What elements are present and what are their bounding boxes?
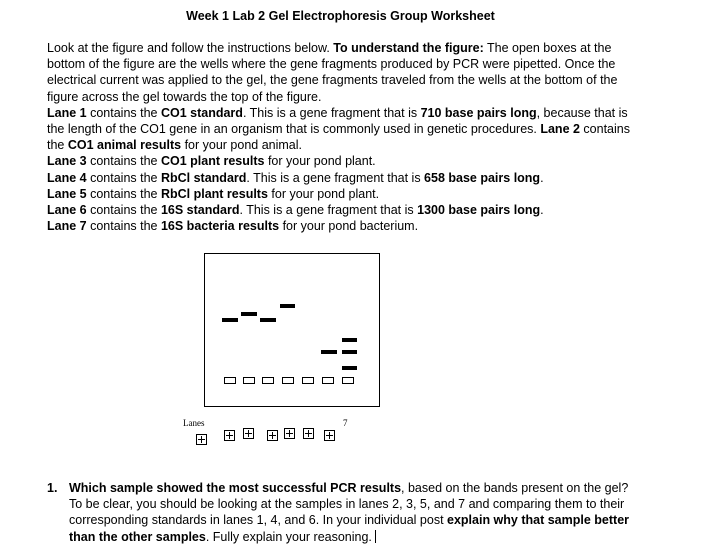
- worksheet-title: Week 1 Lab 2 Gel Electrophoresis Group Worksheet: [186, 9, 495, 23]
- gel-band: [222, 318, 238, 322]
- plus-box-icon: [196, 434, 207, 445]
- gel-band: [280, 304, 295, 308]
- question-number: 1.: [47, 481, 58, 495]
- lane-1-description: Lane 1 contains the CO1 standard. This is a gene fragment that is 710 base pairs long, because that is the length of the CO1 gene in an organism that is commonly used in genetic procedures. Lane 2 contains the CO1 animal results for your pond animal.: [47, 105, 630, 153]
- plus-box-icon: [224, 430, 235, 441]
- lane-7-description: Lane 7 contains the 16S bacteria results for your pond bacterium.: [47, 219, 419, 234]
- gel-band: [342, 366, 357, 370]
- plus-box-icon: [267, 430, 278, 441]
- text-cursor: [375, 530, 376, 543]
- gel-well: [342, 377, 354, 384]
- plus-box-icon: [324, 430, 335, 441]
- lane-6-description: Lane 6 contains the 16S standard. This is a gene fragment that is 1300 base pairs long.: [47, 203, 544, 218]
- gel-band: [241, 312, 257, 316]
- gel-figure: [204, 253, 380, 407]
- plus-box-icon: [243, 428, 254, 439]
- gel-well: [224, 377, 236, 384]
- gel-well: [302, 377, 314, 384]
- plus-box-icon: [284, 428, 295, 439]
- gel-band: [260, 318, 276, 322]
- gel-band: [321, 350, 337, 354]
- intro-paragraph: Look at the figure and follow the instructions below. To understand the figure: The open boxes at the bottom of the figure are the wells where the gene fragments produced by PCR were pipetted. Once the electrical current was applied to the gel, the gene fragments traveled from the wells at the bottom of the figure across the gel towards the top of the figure.: [47, 41, 618, 104]
- lane-4-description: Lane 4 contains the RbCl standard. This is a gene fragment that is 658 base pairs long.: [47, 170, 544, 185]
- gel-band: [342, 338, 357, 342]
- instructions: [47, 40, 647, 234]
- lane-5-description: Lane 5 contains the RbCl plant results for your pond plant.: [47, 186, 380, 201]
- question-1[interactable]: [47, 480, 637, 545]
- question-text[interactable]: Which sample showed the most successful PCR results, based on the bands present on the gel? To be clear, you should be looking at the samples in lanes 2, 3, 5, and 7 and comparing them to their corresponding standards in lanes 1, 4, and 6. In your individual post explain why that sample better than the other samples. Fully explain your reasoning.: [69, 481, 630, 544]
- gel-band: [342, 350, 357, 354]
- gel-well: [322, 377, 334, 384]
- gel-well: [243, 377, 255, 384]
- lane-3-description: Lane 3 contains the CO1 plant results for your pond plant.: [47, 154, 376, 169]
- lane-2-description: Lane 2: [540, 122, 580, 137]
- gel-well: [262, 377, 274, 384]
- lane-number: 7: [343, 418, 348, 428]
- gel-well: [282, 377, 294, 384]
- lanes-label: Lanes: [183, 418, 205, 428]
- plus-box-icon: [303, 428, 314, 439]
